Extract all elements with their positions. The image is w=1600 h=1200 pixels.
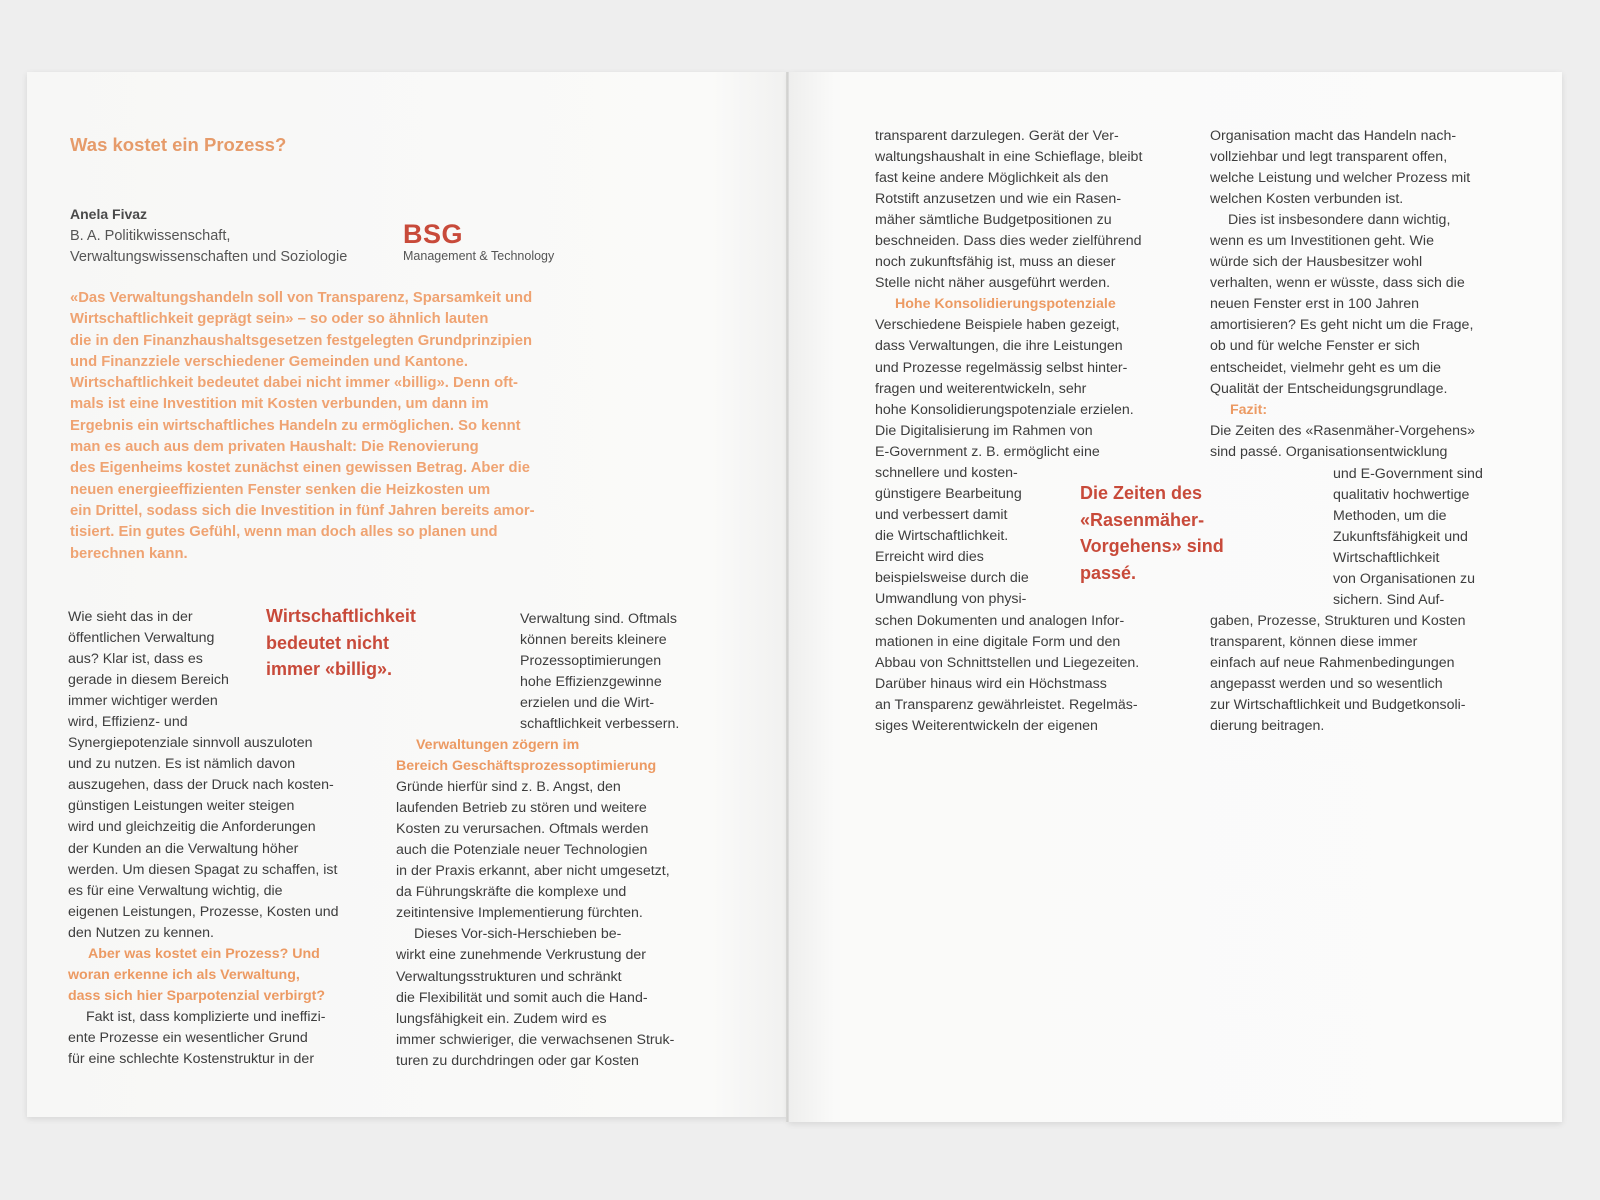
- pullquote-line: Wirtschaftlichkeit: [266, 606, 416, 626]
- body-line: werden. Um diesen Spagat zu schaffen, ist: [68, 861, 338, 878]
- body-line: Fakt ist, dass komplizierte und ineffizi-: [86, 1008, 326, 1025]
- author-degree-line: Verwaltungswissenschaften und Soziologie: [70, 249, 348, 265]
- body-line: Methoden, um die: [1333, 508, 1447, 525]
- body-line: an Transparenz gewährleistet. Regelmäs-: [875, 697, 1138, 714]
- body-column-left-2: [396, 735, 716, 1072]
- body-line: auszugehen, dass der Druck nach kosten-: [68, 777, 334, 794]
- body-line: fragen und weiterentwickeln, sehr: [875, 380, 1087, 397]
- body-line: vollziehbar und legt transparent offen,: [1210, 149, 1448, 166]
- body-line: fast keine andere Möglichkeit als den: [875, 170, 1109, 187]
- body-line: angepasst werden und so wesentlich: [1210, 676, 1443, 693]
- pullquote-line: passé.: [1080, 562, 1137, 583]
- intro-line: des Eigenheims kostet zunächst einen gewissen Betrag. Aber die: [70, 460, 530, 477]
- body-line: würde sich der Hausbesitzer wohl: [1210, 254, 1423, 271]
- body-line: E-Government z. B. ermöglicht eine: [875, 443, 1100, 460]
- body-line: einfach auf neue Rahmenbedingungen: [1210, 655, 1455, 672]
- body-column-left-3: [520, 609, 720, 735]
- intro-line: berechnen kann.: [70, 545, 188, 562]
- subheading-line: Verwaltungen zögern im: [416, 737, 580, 753]
- body-line: von Organisationen zu: [1333, 571, 1475, 588]
- body-line: Zukunftsfähigkeit und: [1333, 529, 1468, 546]
- author-degree-line: B. A. Politikwissenschaft,: [70, 228, 231, 244]
- subheading-line: Bereich Geschäftsprozessoptimierung: [396, 758, 657, 775]
- intro-line: und Finanzziele verschiedener Gemeinden und Kantone.: [70, 353, 468, 370]
- body-line: Wirtschaftlichkeit: [1333, 550, 1440, 567]
- body-line: lungsfähigkeit ein. Zudem wird es: [396, 1010, 607, 1027]
- body-line: zeitintensive Implementierung fürchten.: [396, 905, 643, 922]
- intro-line: Wirtschaftlichkeit bedeutet dabei nicht immer «billig». Denn oft-: [70, 375, 518, 392]
- body-line: welchen Kosten verbunden ist.: [1210, 191, 1404, 208]
- body-line: Gründe hierfür sind z. B. Angst, den: [396, 779, 621, 796]
- subheading-line: woran erkenne ich als Verwaltung,: [68, 966, 300, 983]
- body-column-right-1-bottom: [875, 611, 1195, 737]
- body-line: transparent darzulegen. Gerät der Ver-: [875, 128, 1119, 144]
- pullquote-line: immer «billig».: [266, 659, 393, 679]
- body-column-right-3-bottom: [1210, 611, 1530, 737]
- spine-gutter: [786, 72, 789, 1122]
- body-line: Verschiedene Beispiele haben gezeigt,: [875, 317, 1120, 334]
- author-degree: [70, 226, 390, 268]
- body-line: wirkt eine zunehmende Verkrustung der: [396, 947, 646, 964]
- body-line: da Führungskräfte die komplexe und: [396, 884, 627, 901]
- body-line: hohe Effizienzgewinne: [520, 674, 662, 691]
- body-line: schaftlichkeit verbessern.: [520, 716, 680, 733]
- body-line: Wie sieht das in der: [68, 609, 193, 625]
- body-line: schen Dokumenten und analogen Infor-: [875, 613, 1125, 629]
- body-line: Erreicht wird dies: [875, 548, 984, 565]
- body-line: Darüber hinaus wird ein Höchstmass: [875, 676, 1107, 693]
- body-line: günstigen Leistungen weiter steigen: [68, 798, 295, 815]
- body-line: dierung beitragen.: [1210, 718, 1325, 735]
- intro-line: neuen energieeffizienten Fenster senken die Heizkosten um: [70, 481, 491, 498]
- body-line: wenn es um Investitionen geht. Wie: [1210, 233, 1434, 250]
- body-line: Verwaltung sind. Oftmals: [520, 611, 677, 627]
- body-line: dass Verwaltungen, die ihre Leistungen: [875, 338, 1123, 355]
- body-line: turen zu durchdringen oder gar Kosten: [396, 1052, 639, 1069]
- intro-line: tisiert. Ein gutes Gefühl, wenn man doch alles so planen und: [70, 524, 498, 541]
- body-line: ob und für welche Fenster er sich: [1210, 338, 1420, 355]
- intro-line: ein Drittel, sodass sich die Investition in fünf Jahren bereits amor-: [70, 502, 535, 519]
- body-line: beschneiden. Dass dies weder zielführend: [875, 233, 1142, 250]
- body-line: hohe Konsolidierungspotenziale erzielen.: [875, 401, 1134, 418]
- body-line: Die Zeiten des «Rasenmäher-Vorgehens»: [1210, 422, 1475, 439]
- body-line: Stelle nicht näher ausgeführt werden.: [875, 275, 1111, 292]
- body-line: und zu nutzen. Es ist nämlich davon: [68, 756, 296, 773]
- body-line: die Flexibilität und somit auch die Hand-: [396, 989, 648, 1006]
- body-line: der Kunden an die Verwaltung höher: [68, 840, 299, 857]
- body-line: Synergiepotenziale sinnvoll auszuloten: [68, 735, 313, 752]
- body-line: mäher sämtliche Budgetpositionen zu: [875, 212, 1112, 229]
- body-line: neuen Fenster erst in 100 Jahren: [1210, 296, 1420, 313]
- body-line: öffentlichen Verwaltung: [68, 630, 215, 647]
- intro-line: «Das Verwaltungshandeln soll von Transparenz, Sparsamkeit und: [70, 290, 533, 306]
- body-line: und E-Government sind: [1333, 466, 1483, 482]
- body-line: Umwandlung von physi-: [875, 591, 1027, 608]
- body-line: noch zukunftsfähig ist, muss an dieser: [875, 254, 1116, 271]
- body-line: transparent, können diese immer: [1210, 634, 1418, 651]
- body-line: welche Leistung und welcher Prozess mit: [1210, 170, 1471, 187]
- body-line: sichern. Sind Auf-: [1333, 592, 1445, 609]
- body-line: Rotstift anzusetzen und wie ein Rasen-: [875, 191, 1122, 208]
- intro-line: Wirtschaftlichkeit geprägt sein» – so oder so ähnlich lauten: [70, 311, 489, 328]
- body-line: schnellere und kosten-: [875, 464, 1018, 481]
- logo-wordmark: BSG: [403, 219, 464, 249]
- body-line: Verwaltungsstrukturen und schränkt: [396, 968, 622, 985]
- intro-lead: [70, 288, 580, 565]
- body-line: Abbau von Schnittstellen und Liegezeiten.: [875, 655, 1140, 672]
- body-line: den Nutzen zu kennen.: [68, 924, 214, 941]
- body-column-left-1: [68, 607, 368, 1070]
- bsg-logo: [403, 220, 554, 263]
- article-title: Was kostet ein Prozess?: [70, 134, 287, 155]
- subheading-line: dass sich hier Sparpotenzial verbirgt?: [68, 987, 326, 1004]
- body-line: mationen in eine digitale Form und den: [875, 634, 1121, 651]
- logo-tagline: Management & Technology: [403, 249, 555, 263]
- body-line: können bereits kleinere: [520, 632, 667, 649]
- intro-line: die in den Finanzhaushaltsgesetzen festgelegten Grundprinzipien: [70, 332, 533, 349]
- author-name: Anela Fivaz: [70, 206, 148, 222]
- body-line: immer schwieriger, die verwachsenen Struk-: [396, 1031, 675, 1048]
- body-line: auch die Potenziale neuer Technologien: [396, 842, 648, 859]
- body-line: gaben, Prozesse, Strukturen und Kosten: [1210, 613, 1466, 629]
- body-line: Organisation macht das Handeln nach-: [1210, 128, 1457, 144]
- pullquote-right: [1080, 480, 1280, 586]
- subheading-line: Aber was kostet ein Prozess? Und: [88, 945, 320, 962]
- body-line: eigenen Leistungen, Prozesse, Kosten und: [68, 903, 339, 920]
- subheading-line: Hohe Konsolidierungspotenziale: [895, 296, 1116, 313]
- body-line: aus? Klar ist, dass es: [68, 651, 203, 668]
- body-line: waltungshaushalt in eine Schieflage, bleibt: [875, 149, 1143, 166]
- body-line: in der Praxis erkannt, aber nicht umgesetzt,: [396, 863, 670, 880]
- body-line: Dieses Vor-sich-Herschieben be-: [414, 926, 622, 943]
- body-line: verhalten, wenn er wüsste, dass sich die: [1210, 275, 1465, 292]
- body-line: Dies ist insbesondere dann wichtig,: [1228, 212, 1451, 229]
- body-line: ente Prozesse ein wesentlicher Grund: [68, 1029, 308, 1046]
- body-line: Qualität der Entscheidungsgrundlage.: [1210, 380, 1448, 397]
- body-line: wird, Effizienz- und: [68, 714, 188, 731]
- body-line: amortisieren? Es geht nicht um die Frage,: [1210, 317, 1474, 334]
- body-line: und verbessert damit: [875, 506, 1008, 523]
- body-line: Prozessoptimierungen: [520, 653, 662, 670]
- pullquote-line: bedeutet nicht: [266, 632, 390, 653]
- body-line: und Prozesse regelmässig selbst hinter-: [875, 359, 1128, 376]
- body-line: beispielsweise durch die: [875, 569, 1029, 586]
- body-column-right-2: [1210, 126, 1530, 463]
- body-line: entscheidet, vielmehr geht es um die: [1210, 359, 1442, 376]
- body-line: siges Weiterentwickeln der eigenen: [875, 718, 1098, 735]
- body-line: Die Digitalisierung im Rahmen von: [875, 422, 1093, 439]
- body-line: qualitativ hochwertige: [1333, 487, 1470, 504]
- body-line: für eine schlechte Kostenstruktur in der: [68, 1050, 315, 1067]
- body-line: zur Wirtschaftlichkeit und Budgetkonsoli-: [1210, 697, 1466, 714]
- body-line: die Wirtschaftlichkeit.: [875, 527, 1009, 544]
- body-line: erzielen und die Wirt-: [520, 695, 655, 712]
- intro-line: man es auch aus dem privaten Haushalt: Die Renovierung: [70, 439, 479, 456]
- body-line: Kosten zu verursachen. Oftmals werden: [396, 821, 649, 838]
- pullquote-line: Vorgehens» sind: [1080, 536, 1224, 556]
- body-line: gerade in diesem Bereich: [68, 672, 229, 689]
- pullquote-line: Die Zeiten des: [1080, 483, 1203, 503]
- body-line: wird und gleichzeitig die Anforderungen: [68, 819, 316, 836]
- intro-line: Ergebnis ein wirtschaftliches Handeln zu ermöglichen. So kennt: [70, 417, 521, 434]
- body-column-right-3: [1333, 464, 1533, 611]
- body-line: immer wichtiger werden: [68, 693, 218, 710]
- body-line: günstigere Bearbeitung: [875, 485, 1022, 502]
- intro-line: mals ist eine Investition mit Kosten verbunden, um dann im: [70, 396, 489, 413]
- body-line: laufenden Betrieb zu stören und weitere: [396, 800, 647, 817]
- subheading-line: Fazit:: [1230, 401, 1268, 418]
- pullquote-line: «Rasenmäher-: [1080, 509, 1205, 530]
- body-line: es für eine Verwaltung wichtig, die: [68, 882, 283, 899]
- body-line: sind passé. Organisationsentwicklung: [1210, 443, 1448, 460]
